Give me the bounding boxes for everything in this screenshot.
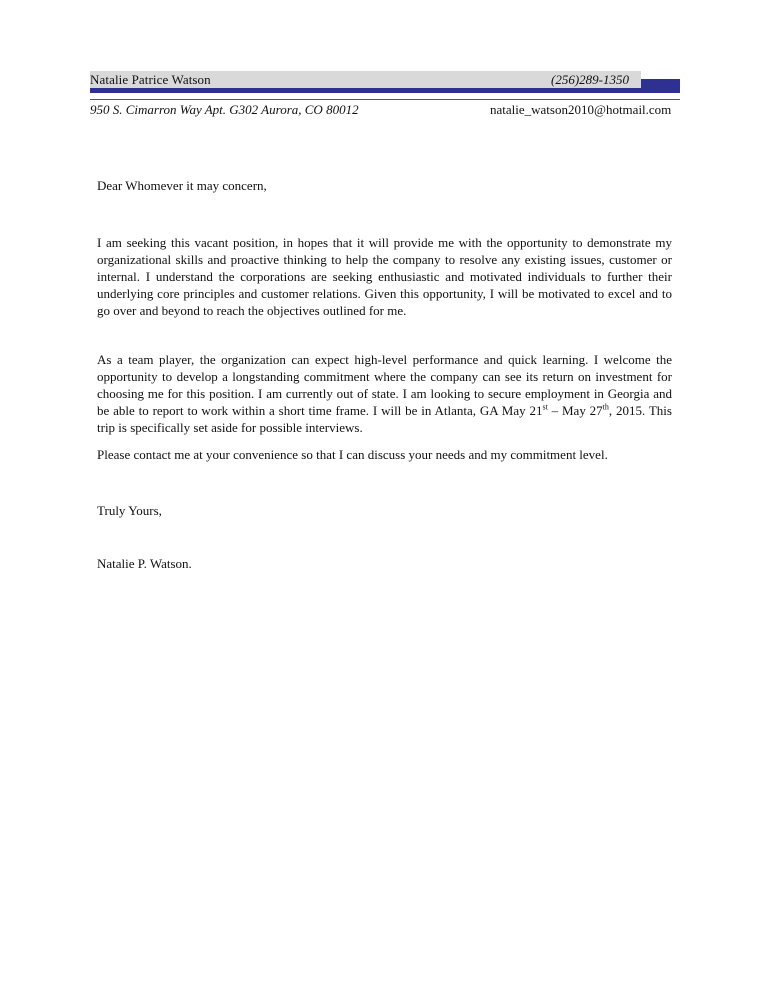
body-paragraph-3: Please contact me at your convenience so that I can discuss your needs and my commitment level. <box>97 447 608 462</box>
sender-address: 950 S. Cimarron Way Apt. G302 Aurora, CO 80012 <box>90 102 359 117</box>
paragraph-2-text-c: , 2015. This trip is specifically set aside for possible interviews. <box>97 403 672 435</box>
ordinal-suffix-th: th <box>602 402 609 412</box>
signature: Natalie P. Watson. <box>97 556 192 571</box>
header-divider <box>90 99 680 100</box>
body-paragraph-2 <box>97 351 672 436</box>
salutation: Dear Whomever it may concern, <box>97 178 267 193</box>
closing: Truly Yours, <box>97 503 162 518</box>
paragraph-2-text-b: – May 27 <box>547 403 603 418</box>
header-accent-tab <box>641 79 680 93</box>
ordinal-suffix-st: st <box>542 402 548 412</box>
sender-phone: (256)289-1350 <box>551 72 629 87</box>
body-paragraph-1: I am seeking this vacant position, in hopes that it will provide me with the opportunity to demonstrate my organizational skills and proactive thinking to help the company to resolve any existing issues, customer or internal. I understand the corporations are seeking enthusiastic and motivated individuals to further their underlying core principles and customer relations. Given this opportunity, I will be motivated to excel and to go over and beyond to reach the objectives outlined for me. <box>97 235 672 318</box>
header-accent-bar <box>90 88 680 93</box>
sender-name: Natalie Patrice Watson <box>90 72 211 87</box>
paragraph-2-text-a: As a team player, the organization can expect high-level performance and quick learning. I welcome the opportunity to develop a longstanding commitment where the company can see its return on investment for choosing me for this position. I am currently out of state. I am looking to secure employment in Georgia and be able to report to work within a short time frame. I will be in Atlanta, GA May 21 <box>97 352 672 418</box>
sender-email: natalie_watson2010@hotmail.com <box>490 102 672 117</box>
